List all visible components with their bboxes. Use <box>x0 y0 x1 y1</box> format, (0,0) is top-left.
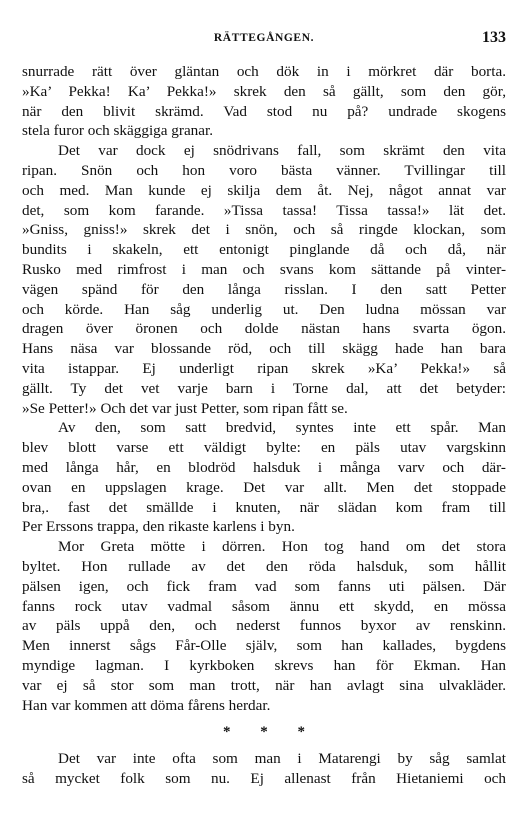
page-header <box>22 29 506 52</box>
page-number: 133 <box>482 29 506 46</box>
text-line: bundits i skakeln, ett entonigt pinglande då och då, när <box>22 241 506 259</box>
text-line: det, som kom farande. »Tissa tassa! Tissa tassa!» lät det. <box>22 201 506 219</box>
text-line: vita istappar. Ej underligt ripan skrek »Ka’ Pekka!» så <box>22 359 506 377</box>
running-title: RÄTTEGÅNGEN. <box>213 32 315 44</box>
text-line: med långa hår, en blodröd halsduk i många varv och där- <box>22 458 506 476</box>
text-line: byltet. Hon rullade av det den röda halsduk, som hållit <box>22 557 506 575</box>
text-line: Av den, som satt bredvid, syntes inte ett spår. Man <box>58 419 506 437</box>
text-line: gällt. Ty det vet varje barn i Torne dal, att det betyder: <box>22 379 506 397</box>
text-line: Mor Greta mötte i dörren. Hon tog hand om det stora <box>58 538 506 556</box>
text-line: »Ka’ Pekka! Ka’ Pekka!» skrek den så gällt, som den gör, <box>22 82 506 100</box>
text-line: fanns rock utav vadmal såsom ännu ett skydd, en mössa <box>22 597 506 615</box>
text-line: snurrade rätt över gläntan och dök in i mörkret där borta. <box>22 63 506 80</box>
text-line: ovan en uppslagen krage. Det var allt. Men det stoppade <box>22 478 506 496</box>
text-line: dragen över öronen och dolde nästan hans svarta ögon. <box>22 320 506 338</box>
text-line: myndige lagman. I kyrkboken skrevs han för Ekman. Han <box>22 656 506 674</box>
text-line: och körde. Han såg underlig ut. Den ludna mössan var <box>22 300 506 318</box>
text-line: Men innerst sågs Får-Olle själv, som han kallades, bygdens <box>22 637 506 655</box>
text-line: ripan. Snön och hon voro bästa vänner. Tvillingar till <box>22 161 506 179</box>
section-separator: * * * <box>223 724 305 741</box>
body-text <box>22 62 506 789</box>
text-line: stela furor och skäggiga granar. <box>22 122 214 140</box>
text-line: »Gniss, gniss!» skrek det i snön, och så ringde klockan, som <box>22 221 506 239</box>
paragraph-block-closing <box>22 749 506 789</box>
text-line: »Se Petter!» Och det var just Petter, som ripan fått se. <box>22 399 348 417</box>
text-line: blev blott varse ett väldigt bylte: en päls utav vargskinn <box>22 439 506 457</box>
text-line: bra,. fast det smällde i knuten, när slädan kom fram till <box>22 498 506 516</box>
text-line: Det var dock ej snödrivans fall, som skrämt den vita <box>58 142 506 160</box>
paragraph-block <box>22 62 506 715</box>
text-line: Det var inte ofta som man i Matarengi by såg samlat <box>58 750 506 768</box>
text-line: pälsen igen, och fick fram vad som fanns uti pälsen. Där <box>22 577 506 595</box>
text-line: och med. Man kunde ej skilja dem åt. Nej, något annat var <box>22 181 506 199</box>
text-line: av päls uppå den, och nederst funnos byxor av renskinn. <box>22 617 506 635</box>
text-line: var ej så stor som man trott, när han avlagt sina ulvakläder. <box>22 676 506 694</box>
text-line: Per Erssons trappa, den rikaste karlens i byn. <box>22 518 295 536</box>
text-line: Hans näsa var blossande röd, och till skägg hade han bara <box>22 340 506 358</box>
text-line: när den blivit skrämd. Vad stod nu på? undrade skogens <box>22 102 506 120</box>
text-line: så mycket folk som nu. Ej allenast från Hietaniemi och <box>22 770 506 788</box>
text-line: vägen spänd för den långa risslan. I den satt Petter <box>22 280 506 298</box>
text-line: Han var kommen att döma fårens herdar. <box>22 696 271 714</box>
text-line: Rusko med rimfrost i man och svans kom sättande på vinter- <box>22 260 506 278</box>
